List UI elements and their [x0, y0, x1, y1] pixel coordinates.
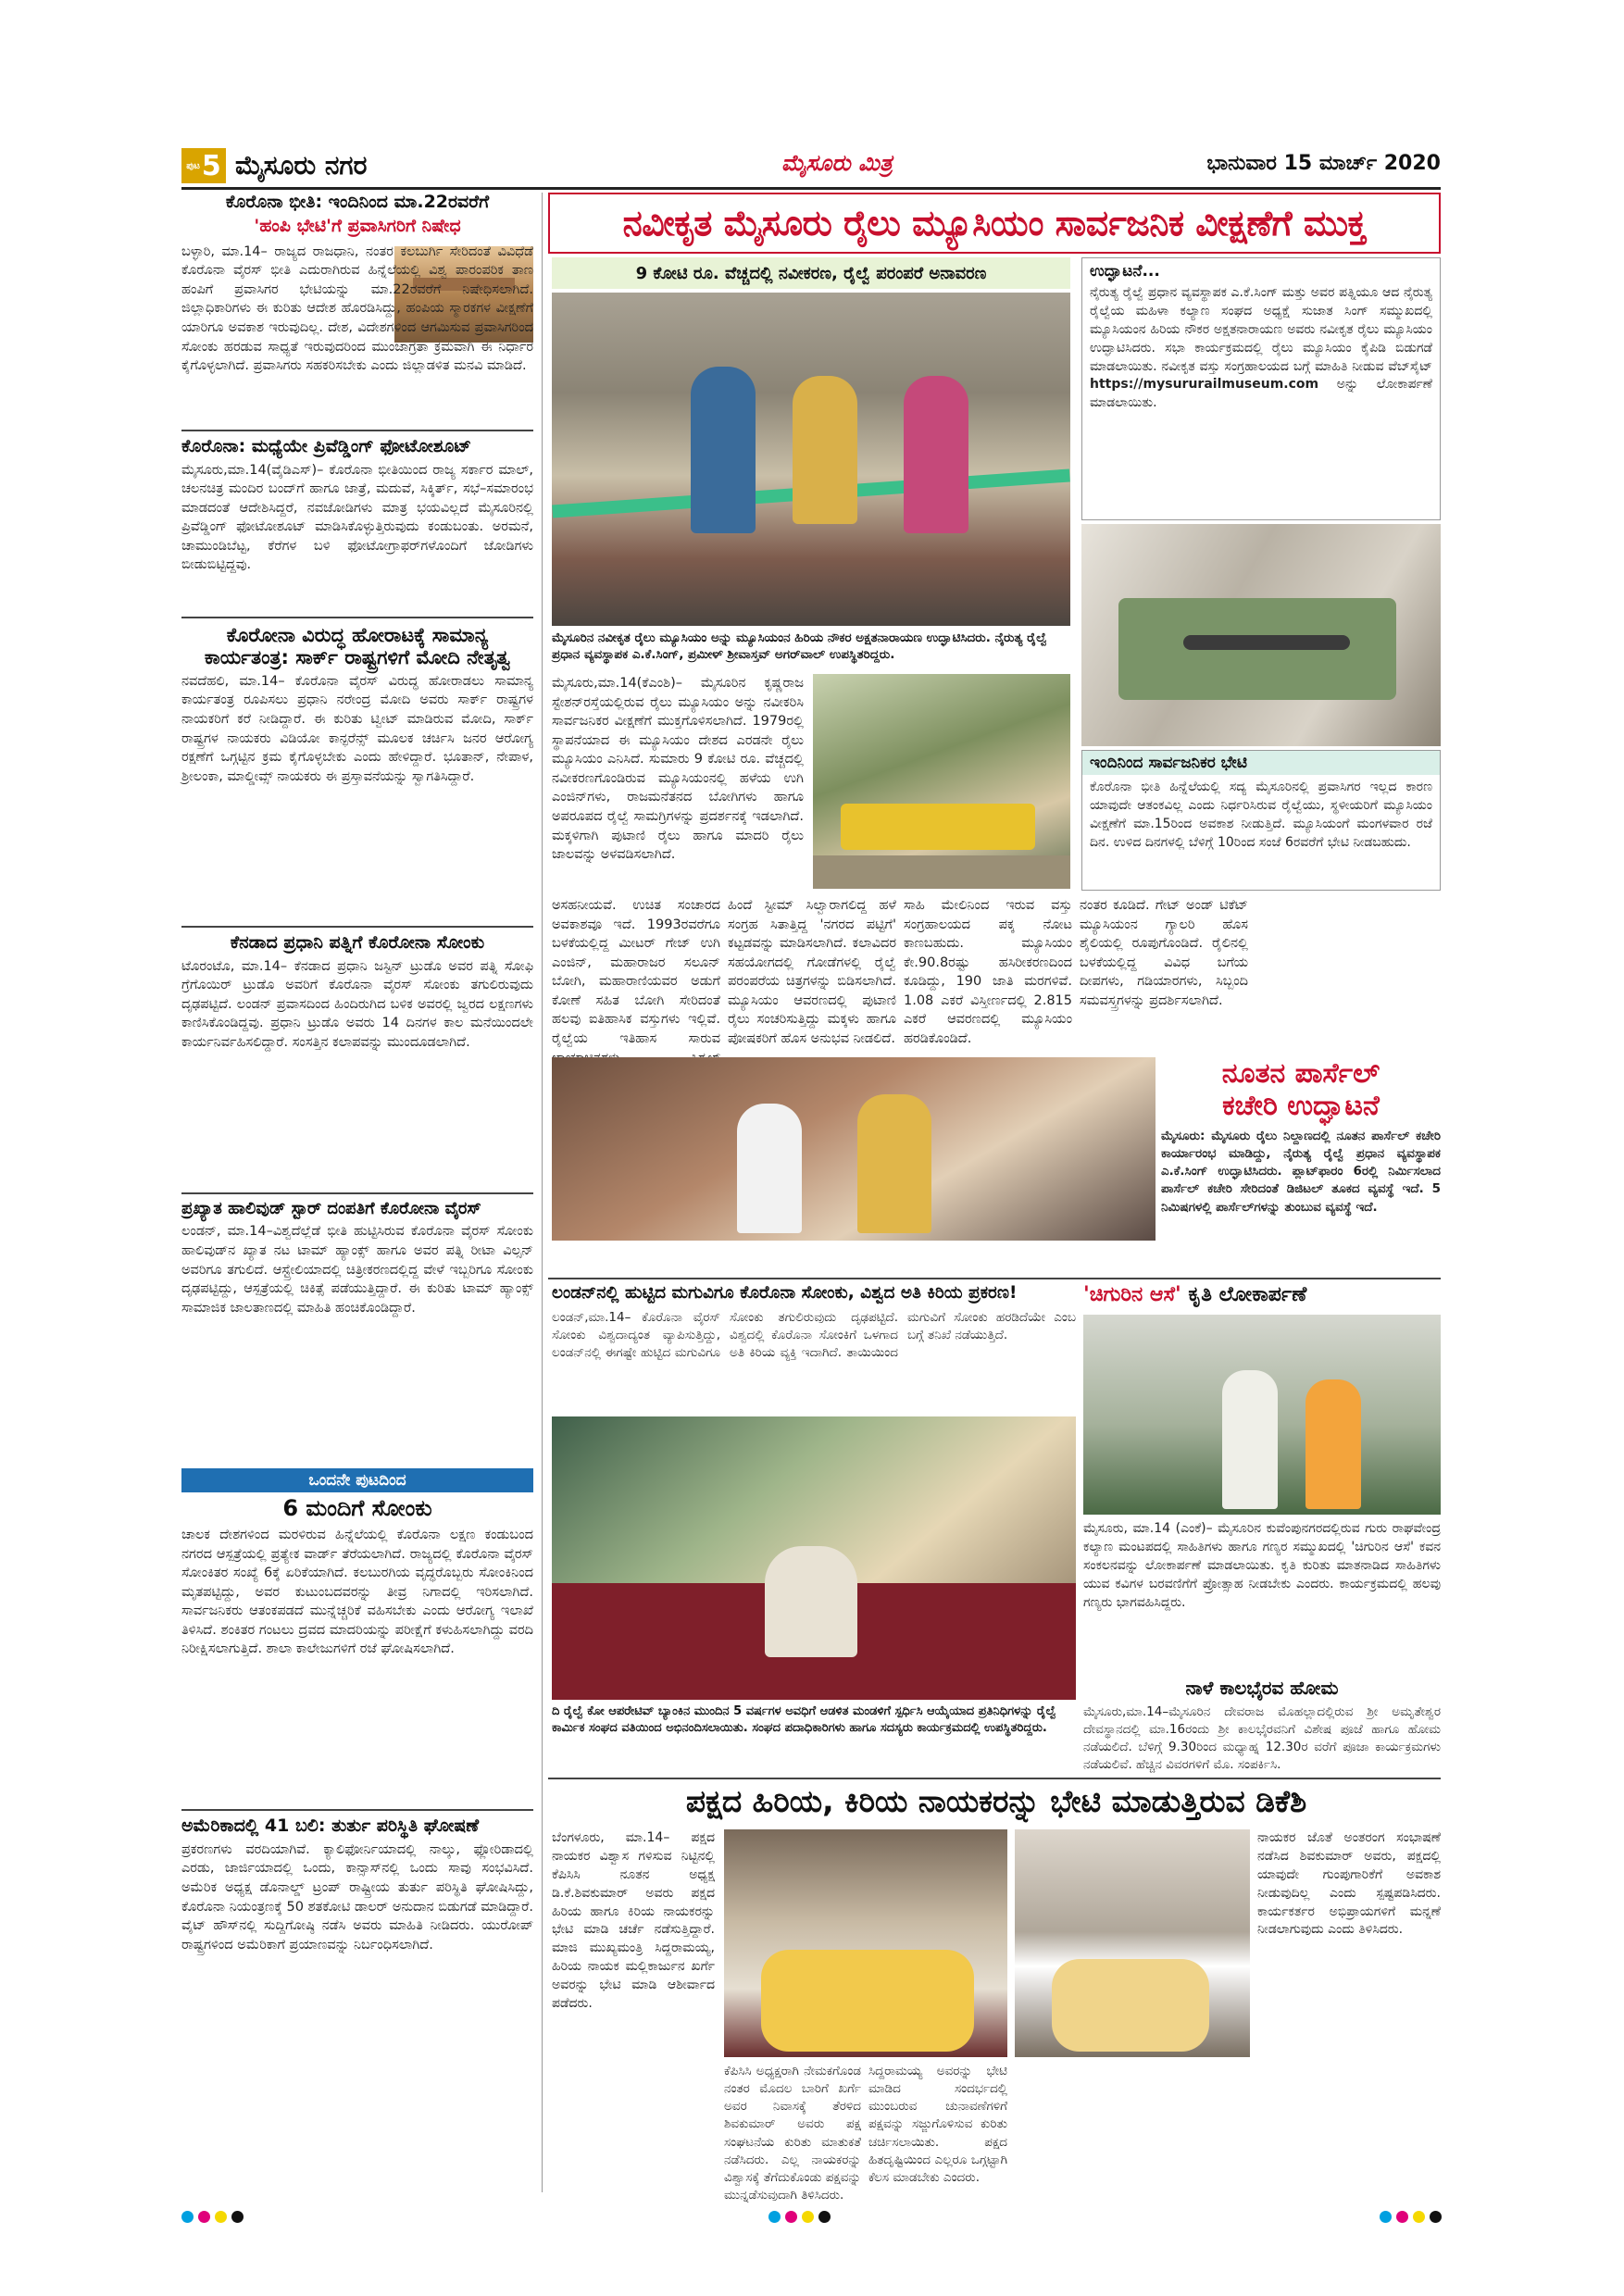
bank-group-caption: ದಿ ರೈಲ್ವೆ ಕೋ ಆಪರೇಟಿವ್ ಬ್ಯಾಂಕಿನ ಮುಂದಿನ 5 ವರ್ಷಗಳ ಅವಧಿಗೆ ಆಡಳಿತ ಮಂಡಳಿಗೆ ಸ್ಪರ್ಧಿಸಿ ಆಯ್ಕೆಯಾದ ಪ್ರತಿನಿಧಿಗಳನ್ನು ರೈಲ್ವೆ ಕಾರ್ಮಿಕ ಸಂಘದ ವತಿಯಿಂದ ಅಭಿನಂದಿಸಲಾಯಿತು. ಸಂಘದ ಪದಾಧಿಕಾರಿಗಳು ಹಾಗೂ ಸದಸ್ಯರು ಕಾರ್ಯಕ್ರಮದಲ್ಲಿ ಉಪಸ್ಥಿತರಿದ್ದರು.	[552, 1704, 1056, 1735]
six-infected-body: ಚಾಲಕ ದೇಶಗಳಿಂದ ಮರಳಿರುವ ಹಿನ್ನೆಲೆಯಲ್ಲಿ ಕೊರೊನಾ ಲಕ್ಷಣ ಕಂಡುಬಂದ ನಗರದ ಆಸ್ಪತ್ರೆಯಲ್ಲಿ ಪ್ರತ್ಯೇಕ ವಾರ್ಡ್ ತೆರೆಯಲಾಗಿದೆ. ರಾಜ್ಯದಲ್ಲಿ ಕೊರೊನಾ ವೈರಸ್ ಸೋಂಕಿತರ ಸಂಖ್ಯೆ 6ಕ್ಕೆ ಏರಿಕೆಯಾಗಿದೆ. ಕಲಬುರಗಿಯ ವೃದ್ಧರೊಬ್ಬರು ಸೋಂಕಿನಿಂದ ಮೃತಪಟ್ಟಿದ್ದು, ಅವರ ಕುಟುಂಬದವರನ್ನು ತೀವ್ರ ನಿಗಾದಲ್ಲಿ ಇರಿಸಲಾಗಿದೆ. ಸಾರ್ವಜನಿಕರು ಆತಂಕಪಡದೆ ಮುನ್ನೆಚ್ಚರಿಕೆ ವಹಿಸಬೇಕು ಎಂದು ಆರೋಗ್ಯ ಇಲಾಖೆ ತಿಳಿಸಿದೆ. ಶಂಕಿತರ ಗಂಟಲು ದ್ರವದ ಮಾದರಿಯನ್ನು ಪರೀಕ್ಷೆಗೆ ಕಳುಹಿಸಲಾಗಿದ್ದು ವರದಿ ನಿರೀಕ್ಷಿಸಲಾಗುತ್ತಿದೆ. ಶಾಲಾ ಕಾಲೇಜುಗಳಿಗೆ ರಜೆ ಘೋಷಿಸಲಾಗಿದೆ.	[181, 1527, 533, 1657]
inauguration-text-end: ಅನ್ನು ಲೋಕಾರ್ಪಣೆ ಮಾಡಲಾಯಿತು.	[1090, 377, 1432, 411]
homa-headline: ನಾಳೆ ಕಾಲಭೈರವ ಹೋಮ	[1185, 1677, 1339, 1699]
lead-headline-frame	[548, 193, 1441, 254]
hampi-title: ಕೊರೊನಾ ಭೀತಿ: ಇಂದಿನಿಂದ ಮಾ.22ರವರೆಗೆ	[225, 192, 490, 212]
saarc-title-line2: ಕಾರ್ಯತಂತ್ರ: ಸಾರ್ಕ್ ರಾಷ್ಟ್ರಗಳಿಗೆ ಮೋದಿ ನೇತೃತ್ವ	[204, 645, 511, 668]
section-rule	[548, 1278, 1441, 1279]
registration-dot-yellow	[802, 2211, 814, 2223]
public-visit-title: ಇಂದಿನಿಂದ ಸಾರ್ವಜನಿಕರ ಭೇಟಿ	[1082, 751, 1440, 775]
left-column	[181, 193, 533, 2192]
registration-dot-yellow	[215, 2211, 227, 2223]
model-railway-photo	[1081, 524, 1441, 746]
wedding-title: ಕೊರೊನಾ: ಮಧ್ಯೆಯೇ ಪ್ರಿವೆಡ್ಡಿಂಗ್ ಫೋಟೋಶೂಟ್	[181, 435, 471, 456]
book-release-photo	[1083, 1315, 1441, 1515]
lead-headline: ನವೀಕೃತ ಮೈಸೂರು ರೈಲು ಮ್ಯೂಸಿಯಂ ಸಾರ್ವಜನಿಕ ವೀಕ್ಷಣೆಗೆ ಮುಕ್ತ	[622, 202, 1367, 243]
canada-body: ಟೊರಂಟೊ, ಮಾ.14– ಕೆನಡಾದ ಪ್ರಧಾನಿ ಜಸ್ಟಿನ್ ಟ್ರುಡೊ ಅವರ ಪತ್ನಿ ಸೋಫಿ ಗ್ರೆಗೊಯಿರ್ ಟ್ರುಡೊ ಅವರಿಗೆ ಕೊರೊನಾ ವೈರಸ್ ಸೋಂಕು ತಗುಲಿರುವುದು ದೃಢಪಟ್ಟಿದೆ. ಲಂಡನ್ ಪ್ರವಾಸದಿಂದ ಹಿಂದಿರುಗಿದ ಬಳಿಕ ಅವರಲ್ಲಿ ಜ್ವರದ ಲಕ್ಷಣಗಳು ಕಾಣಿಸಿಕೊಂಡಿದ್ದವು. ಪ್ರಧಾನಿ ಟ್ರುಡೊ ಅವರು 14 ದಿನಗಳ ಕಾಲ ಮನೆಯಿಂದಲೇ ಕಾರ್ಯನಿರ್ವಹಿಸಲಿದ್ದಾರೆ. ಸಂಸತ್ತಿನ ಕಲಾಪವನ್ನು ಮುಂದೂಡಲಾಗಿದೆ.	[181, 958, 533, 1050]
column-rule	[542, 193, 543, 2192]
registration-dot-magenta	[785, 2211, 797, 2223]
homa-body: ಮೈಸೂರು,ಮಾ.14–ಮೈಸೂರಿನ ದೇವರಾಜ ಮೊಹಲ್ಲಾದಲ್ಲಿರುವ ಶ್ರೀ ಅಮೃತೇಶ್ವರ ದೇವಸ್ಥಾನದಲ್ಲಿ ಮಾ.16ರಂದು ಶ್ರೀ ಕಾಲಭೈರವನಿಗೆ ವಿಶೇಷ ಪೂಜೆ ಹಾಗೂ ಹೋಮ ನಡೆಯಲಿದೆ. ಬೆಳಿಗ್ಗೆ 9.30ರಿಂದ ಮಧ್ಯಾಹ್ನ 12.30ರ ವರೆಗೆ ಪೂಜಾ ಕಾರ್ಯಕ್ರಮಗಳು ನಡೆಯಲಿವೆ. ಹೆಚ್ಚಿನ ವಿವರಗಳಿಗೆ ಮೊ. ಸಂಪರ್ಕಿಸಿ.	[1083, 1704, 1441, 1773]
inauguration-box	[1081, 257, 1441, 520]
hollywood-title: ಪ್ರಖ್ಯಾತ ಹಾಲಿವುಡ್ ಸ್ಟಾರ್ ದಂಪತಿಗೆ ಕೊರೋನಾ ವೈರಸ್	[181, 1198, 481, 1218]
lead-body-1: ಮೈಸೂರು,ಮಾ.14(ಕೆಎಂಶಿ)– ಮೈಸೂರಿನ ಕೃಷ್ಣರಾಜ ಸ್ಟೇಶನ್‌ರಸ್ತೆಯಲ್ಲಿರುವ ರೈಲು ಮ್ಯೂಸಿಯಂ ಅನ್ನು ನವೀಕರಿಸಿ ಸಾರ್ವಜನಿಕರ ವೀಕ್ಷಣೆಗೆ ಮುಕ್ತಗೊಳಿಸಲಾಗಿದೆ. 1979ರಲ್ಲಿ ಸ್ಥಾಪನೆಯಾದ ಈ ಮ್ಯೂಸಿಯಂ ದೇಶದ ಎರಡನೇ ರೈಲು ಮ್ಯೂಸಿಯಂ ಎನಿಸಿದೆ. ಸುಮಾರು 9 ಕೋಟಿ ರೂ. ವೆಚ್ಚದಲ್ಲಿ ನವೀಕರಣಗೊಂಡಿರುವ ಮ್ಯೂಸಿಯಂನಲ್ಲಿ ಹಳೆಯ ಉಗಿ ಎಂಜಿನ್‌ಗಳು, ರಾಜಮನೆತನದ ಬೋಗಿಗಳು ಹಾಗೂ ಅಪರೂಪದ ರೈಲ್ವೆ ಸಾಮಗ್ರಿಗಳನ್ನು ಪ್ರದರ್ಶನಕ್ಕೆ ಇಡಲಾಗಿದೆ. ಮಕ್ಕಳಿಗಾಗಿ ಪುಟಾಣಿ ರೈಲು ಹಾಗೂ ಮಾದರಿ ರೈಲು ಜಾಲವನ್ನು ಅಳವಡಿಸಲಾಗಿದೆ.	[552, 676, 804, 863]
edition-date: ಭಾನುವಾರ 15 ಮಾರ್ಚ್ 2020	[1206, 152, 1441, 175]
dks-body-2: ಕೆಪಿಸಿಸಿ ಅಧ್ಯಕ್ಷರಾಗಿ ನೇಮಕಗೊಂಡ ನಂತರ ಮೊದಲ ಬಾರಿಗೆ ಖರ್ಗೆ ಅವರ ನಿವಾಸಕ್ಕೆ ತೆರಳಿದ ಶಿವಕುಮಾರ್ ಅವರು ಪಕ್ಷ ಸಂಘಟನೆಯ ಕುರಿತು ಮಾತುಕತೆ ನಡೆಸಿದರು. ಎಲ್ಲ ನಾಯಕರನ್ನು ವಿಶ್ವಾಸಕ್ಕೆ ತೆಗೆದುಕೊಂಡು ಪಕ್ಷವನ್ನು ಮುನ್ನಡೆಸುವುದಾಗಿ ತಿಳಿಸಿದರು.	[724, 2064, 861, 2203]
dks-body-4: ನಾಯಕರ ಜೊತೆ ಅಂತರಂಗ ಸಂಭಾಷಣೆ ನಡೆಸಿದ ಶಿವಕುಮಾರ್ ಅವರು, ಪಕ್ಷದಲ್ಲಿ ಯಾವುದೇ ಗುಂಪುಗಾರಿಕೆಗೆ ಅವಕಾಶ ನೀಡುವುದಿಲ್ಲ ಎಂದು ಸ್ಪಷ್ಟಪಡಿಸಿದರು. ಕಾರ್ಯಕರ್ತರ ಅಭಿಪ್ರಾಯಗಳಿಗೆ ಮನ್ನಣೆ ನೀಡಲಾಗುವುದು ಎಂದು ತಿಳಿಸಿದರು.	[1257, 1830, 1441, 1938]
continued-banner: ಒಂದನೇ ಪುಟದಿಂದ	[181, 1468, 533, 1492]
dks-body-3: ಸಿದ್ದರಾಮಯ್ಯ ಅವರನ್ನು ಭೇಟಿ ಮಾಡಿದ ಸಂದರ್ಭದಲ್ಲಿ ಮುಂಬರುವ ಚುನಾವಣೆಗಳಿಗೆ ಪಕ್ಷವನ್ನು ಸಜ್ಜುಗೊಳಿಸುವ ಕುರಿತು ಚರ್ಚಿಸಲಾಯಿತು. ಪಕ್ಷದ ಹಿತದೃಷ್ಟಿಯಿಂದ ಎಲ್ಲರೂ ಒಗ್ಗಟ್ಟಾಗಿ ಕೆಲಸ ಮಾಡಬೇಕು ಎಂದರು.	[868, 2064, 1007, 2185]
inauguration-title: ಉದ್ಘಾಟನೆ...	[1090, 262, 1160, 281]
registration-dot-cyan	[1380, 2211, 1392, 2223]
section-rule-2	[548, 1778, 1441, 1779]
book-headline-rest: ಕೃತಿ ಲೋಕಾರ್ಪಣೆ	[1188, 1283, 1307, 1306]
inauguration-body	[1090, 284, 1432, 514]
book-title: 'ಚಿಗುರಿನ ಆಸೆ'	[1083, 1283, 1181, 1306]
saarc-title-line1: ಕೊರೋನಾ ವಿರುದ್ಧ ಹೋರಾಟಕ್ಕೆ ಸಾಮಾನ್ಯ	[226, 623, 489, 646]
lead-ribbon-photo	[552, 293, 1070, 626]
london-headline: ಲಂಡನ್‌ನಲ್ಲಿ ಹುಟ್ಟಿದ ಮಗುವಿಗೂ ಕೊರೊನಾ ಸೋಂಕು, ವಿಶ್ವದ ಅತಿ ಕಿರಿಯ ಪ್ರಕರಣ!	[552, 1283, 1018, 1303]
public-visit-box	[1081, 750, 1441, 891]
parcel-headline-line2: ಕಚೇರಿ ಉದ್ಘಾಟನೆ	[1222, 1090, 1380, 1122]
registration-dot-magenta	[198, 2211, 210, 2223]
hampi-subtitle: 'ಹಂಪಿ ಭೇಟಿ'ಗೆ ಪ್ರವಾಸಿಗರಿಗೆ ನಿಷೇಧ	[254, 215, 461, 236]
lead-subhead: 9 ಕೋಟಿ ರೂ. ವೆಚ್ಚದಲ್ಲಿ ನವೀಕರಣ, ರೈಲ್ವೆ ಪರಂಪರೆ ಅನಾವರಣ	[552, 257, 1070, 289]
canada-title: ಕೆನಡಾದ ಪ್ರಧಾನಿ ಪತ್ನಿಗೆ ಕೊರೋನಾ ಸೋಂಕು	[230, 931, 485, 953]
hampi-body: ಬಳ್ಳಾರಿ, ಮಾ.14– ರಾಜ್ಯದ ರಾಜಧಾನಿ, ನಂತರ ಕಲಬುರ್ಗಿ ಸೇರಿದಂತೆ ವಿವಿಧೆಡೆ ಕೊರೊನಾ ವೈರಸ್ ಭೀತಿ ಎದುರಾಗಿರುವ ಹಿನ್ನೆಲೆಯಲ್ಲಿ ವಿಶ್ವ ಪಾರಂಪರಿಕ ತಾಣ ಹಂಪಿಗೆ ಪ್ರವಾಸಿಗರ ಭೇಟಿಯನ್ನು ಮಾ.22ರವರೆಗೆ ನಿಷೇಧಿಸಲಾಗಿದೆ. ಜಿಲ್ಲಾಧಿಕಾರಿಗಳು ಈ ಕುರಿತು ಆದೇಶ ಹೊರಡಿಸಿದ್ದು, ಹಂಪಿಯ ಸ್ಮಾರಕಗಳ ವೀಕ್ಷಣೆಗೆ ಯಾರಿಗೂ ಅವಕಾಶ ಇರುವುದಿಲ್ಲ. ದೇಶ, ವಿದೇಶಗಳಿಂದ ಆಗಮಿಸುವ ಪ್ರವಾಸಿಗರಿಂದ ಸೋಂಕು ಹರಡುವ ಸಾಧ್ಯತೆ ಇರುವುದರಿಂದ ಮುಂಜಾಗ್ರತಾ ಕ್ರಮವಾಗಿ ಈ ನಿರ್ಧಾರ ಕೈಗೊಳ್ಳಲಾಗಿದೆ. ಪ್ರವಾಸಿಗರು ಸಹಕರಿಸಬೇಕು ಎಂದು ಜಿಲ್ಲಾಡಳಿತ ಮನವಿ ಮಾಡಿದೆ.	[181, 243, 533, 374]
siddaramaiah-meeting-photo	[1015, 1829, 1250, 2057]
registration-dot-yellow	[1413, 2211, 1425, 2223]
museum-website-link[interactable]: https://mysururailmuseum.com	[1090, 377, 1319, 393]
page-number-badge	[181, 148, 226, 183]
lead-body-3: ಹಿಂದೆ ಸ್ಟೀಮ್ ಸಿಲ್ವಾರಾಗಲಿದ್ದ ಹಳೆ ಸಂಗ್ರಹ ಸಿತಾತ್ತಿದ್ದ 'ನಗರದ ಪಟ್ಟಿಗೆ' ಕಟ್ಟಡವನ್ನು ಮಾಡಿಸಲಾಗಿದೆ. ಕಲಾವಿದರ ಸಹಯೋಗದಲ್ಲಿ ಗೋಡೆಗಳಲ್ಲಿ ರೈಲ್ವೆ ಪರಂಪರೆಯ ಚಿತ್ರಗಳನ್ನು ಬಿಡಿಸಲಾಗಿದೆ. ಮ್ಯೂಸಿಯಂ ಆವರಣದಲ್ಲಿ ಪುಟಾಣಿ ರೈಲು ಸಂಚರಿಸುತ್ತಿದ್ದು ಮಕ್ಕಳು ಹಾಗೂ ಪೋಷಕರಿಗೆ ಹೊಸ ಅನುಭವ ನೀಡಲಿದೆ.	[728, 898, 896, 1047]
toy-train-photo	[813, 674, 1070, 889]
us-emergency-body: ಪ್ರಕರಣಗಳು ವರದಿಯಾಗಿವೆ. ಕ್ಯಾಲಿಫೋರ್ನಿಯಾದಲ್ಲಿ ನಾಲ್ಕು, ಫ್ಲೋರಿಡಾದಲ್ಲಿ ಎರಡು, ಜಾರ್ಜಿಯಾದಲ್ಲಿ ಒಂದು, ಕಾನ್ಸಾಸ್‌ನಲ್ಲಿ ಒಂದು ಸಾವು ಸಂಭವಿಸಿದೆ. ಅಮೆರಿಕ ಅಧ್ಯಕ್ಷ ಡೊನಾಲ್ಡ್ ಟ್ರಂಪ್ ರಾಷ್ಟ್ರೀಯ ತುರ್ತು ಪರಿಸ್ಥಿತಿ ಘೋಷಿಸಿದ್ದು, ಕೊರೊನಾ ನಿಯಂತ್ರಣಕ್ಕೆ 50 ಶತಕೋಟಿ ಡಾಲರ್ ಅನುದಾನ ಬಿಡುಗಡೆ ಮಾಡಿದ್ದಾರೆ. ವೈಟ್ ಹೌಸ್‌ನಲ್ಲಿ ಸುದ್ದಿಗೋಷ್ಠಿ ನಡೆಸಿ ಅವರು ಮಾಹಿತಿ ನೀಡಿದರು. ಯುರೋಪ್ ರಾಷ್ಟ್ರಗಳಿಂದ ಅಮೆರಿಕಾಗೆ ಪ್ರಯಾಣವನ್ನು ನಿರ್ಬಂಧಿಸಲಾಗಿದೆ.	[181, 1841, 533, 1953]
registration-dot-cyan	[768, 2211, 781, 2223]
parcel-office-photo	[552, 1057, 1156, 1241]
registration-dot-black	[231, 2211, 244, 2223]
lead-body-5: ನಂತರ ಕೂಡಿದೆ. ಗೇಟ್ ಅಂಡ್ ಟಿಕೆಟ್ ಮ್ಯೂಸಿಯಂನ ಗ್ಯಾಲರಿ ಹೊಸ ಶೈಲಿಯಲ್ಲಿ ರೂಪುಗೊಂಡಿದೆ. ರೈಲಿನಲ್ಲಿ ಬಳಕೆಯಲ್ಲಿದ್ದ ವಿವಿಧ ಬಗೆಯ ದೀಪಗಳು, ಗಡಿಯಾರಗಳು, ಸಿಬ್ಬಂದಿ ಸಮವಸ್ತ್ರಗಳನ್ನು ಪ್ರದರ್ಶಿಸಲಾಗಿದೆ.	[1080, 898, 1248, 1008]
dks-body-1: ಬೆಂಗಳೂರು, ಮಾ.14– ಪಕ್ಷದ ನಾಯಕರ ವಿಶ್ವಾಸ ಗಳಿಸುವ ನಿಟ್ಟಿನಲ್ಲಿ ಕೆಪಿಸಿಸಿ ನೂತನ ಅಧ್ಯಕ್ಷ ಡಿ.ಕೆ.ಶಿವಕುಮಾರ್ ಅವರು ಪಕ್ಷದ ಹಿರಿಯ ಹಾಗೂ ಕಿರಿಯ ನಾಯಕರನ್ನು ಭೇಟಿ ಮಾಡಿ ಚರ್ಚೆ ನಡೆಸುತ್ತಿದ್ದಾರೆ. ಮಾಜಿ ಮುಖ್ಯಮಂತ್ರಿ ಸಿದ್ದರಾಮಯ್ಯ, ಹಿರಿಯ ನಾಯಕ ಮಲ್ಲಿಕಾರ್ಜುನ ಖರ್ಗೆ ಅವರನ್ನು ಭೇಟಿ ಮಾಡಿ ಆಶೀರ್ವಾದ ಪಡೆದರು.	[552, 1830, 715, 2011]
saarc-body: ನವದೆಹಲಿ, ಮಾ.14– ಕೊರೊನಾ ವೈರಸ್ ವಿರುದ್ಧ ಹೋರಾಡಲು ಸಾಮಾನ್ಯ ಕಾರ್ಯತಂತ್ರ ರೂಪಿಸಲು ಪ್ರಧಾನಿ ನರೇಂದ್ರ ಮೋದಿ ಅವರು ಸಾರ್ಕ್ ರಾಷ್ಟ್ರಗಳ ನಾಯಕರಿಗೆ ಕರೆ ನೀಡಿದ್ದಾರೆ. ಈ ಕುರಿತು ಟ್ವೀಟ್ ಮಾಡಿರುವ ಮೋದಿ, ಸಾರ್ಕ್ ರಾಷ್ಟ್ರಗಳ ನಾಯಕರು ವಿಡಿಯೋ ಕಾನ್ಫರೆನ್ಸ್ ಮೂಲಕ ಚರ್ಚಿಸಿ ಜನರ ಆರೋಗ್ಯ ರಕ್ಷಣೆಗೆ ಒಗ್ಗಟ್ಟಿನ ಕ್ರಮ ಕೈಗೊಳ್ಳಬೇಕು ಎಂದು ಹೇಳಿದ್ದಾರೆ. ಭೂತಾನ್, ನೇಪಾಳ, ಶ್ರೀಲಂಕಾ, ಮಾಲ್ಡೀವ್ಸ್ ನಾಯಕರು ಈ ಪ್ರಸ್ತಾವನೆಯನ್ನು ಸ್ವಾಗತಿಸಿದ್ದಾರೆ.	[181, 673, 533, 784]
wedding-body: ಮೈಸೂರು,ಮಾ.14(ವೈಡಿಎಸ್)– ಕೊರೊನಾ ಭೀತಿಯಿಂದ ರಾಜ್ಯ ಸರ್ಕಾರ ಮಾಲ್, ಚಲನಚಿತ್ರ ಮಂದಿರ ಬಂದ್‌ಗೆ ಹಾಗೂ ಜಾತ್ರೆ, ಮದುವೆ, ಸಿಕ್ಕಿರ್ತ್‌, ಸಭೆ–ಸಮಾರಂಭ ಮಾಡದಂತೆ ಆದೇಶಿಸಿದ್ದರೆ, ನವಜೋಡಿಗಳು ಮಾತ್ರ ಭಯವಿಲ್ಲದೆ ಮೈಸೂರಿನಲ್ಲಿ ಪ್ರಿವೆಡ್ಡಿಂಗ್ ಫೋಟೋಶೂಟ್ ಮಾಡಿಸಿಕೊಳ್ಳುತ್ತಿರುವುದು ಕಂಡುಬಂತು. ಅರಮನೆ, ಚಾಮುಂಡಿಬೆಟ್ಟ, ಕೆರೆಗಳ ಬಳಿ ಫೋಟೋಗ್ರಾಫರ್‌ಗಳೊಂದಿಗೆ ಜೋಡಿಗಳು ಬೀಡುಬಿಟ್ಟಿದ್ದವು.	[181, 462, 533, 573]
masthead	[181, 146, 1441, 185]
hollywood-body: ಲಂಡನ್, ಮಾ.14–ವಿಶ್ವದೆಲ್ಲೆಡೆ ಭೀತಿ ಹುಟ್ಟಿಸಿರುವ ಕೊರೊನಾ ವೈರಸ್ ಸೋಂಕು ಹಾಲಿವುಡ್‌ನ ಖ್ಯಾತ ನಟ ಟಾಮ್ ಹ್ಯಾಂಕ್ಸ್ ಹಾಗೂ ಅವರ ಪತ್ನಿ ರೀಟಾ ವಿಲ್ಸನ್ ಅವರಿಗೂ ತಗುಲಿದೆ. ಆಸ್ಟ್ರೇಲಿಯಾದಲ್ಲಿ ಚಿತ್ರೀಕರಣದಲ್ಲಿದ್ದ ವೇಳೆ ಇಬ್ಬರಿಗೂ ಸೋಂಕು ದೃಢಪಟ್ಟಿದ್ದು, ಆಸ್ಪತ್ರೆಯಲ್ಲಿ ಚಿಕಿತ್ಸೆ ಪಡೆಯುತ್ತಿದ್ದಾರೆ. ಈ ಕುರಿತು ಟಾಮ್ ಹ್ಯಾಂಕ್ಸ್ ಸಾಮಾಜಿಕ ಜಾಲತಾಣದಲ್ಲಿ ಮಾಹಿತಿ ಹಂಚಿಕೊಂಡಿದ್ದಾರೆ.	[181, 1224, 533, 1316]
dks-body-3b	[1015, 2063, 1250, 2192]
parcel-block	[1161, 1057, 1441, 1274]
kharge-meeting-photo	[724, 1829, 1007, 2057]
book-body: ಮೈಸೂರು, ಮಾ.14 (ಎಂಕೆ)– ಮೈಸೂರಿನ ಕುವೆಂಪುನಗರದಲ್ಲಿರುವ ಗುರು ರಾಘವೇಂದ್ರ ಕಲ್ಯಾಣ ಮಂಟಪದಲ್ಲಿ ಸಾಹಿತಿಗಳು ಹಾಗೂ ಗಣ್ಯರ ಸಮ್ಮುಖದಲ್ಲಿ 'ಚಿಗುರಿನ ಆಸೆ' ಕವನ ಸಂಕಲನವನ್ನು ಲೋಕಾರ್ಪಣೆ ಮಾಡಲಾಯಿತು. ಕೃತಿ ಕುರಿತು ಮಾತನಾಡಿದ ಸಾಹಿತಿಗಳು ಯುವ ಕವಿಗಳ ಬರವಣಿಗೆಗೆ ಪ್ರೋತ್ಸಾಹ ನೀಡಬೇಕು ಎಂದರು. ಕಾರ್ಯಕ್ರಮದಲ್ಲಿ ಹಲವು ಗಣ್ಯರು ಭಾಗವಹಿಸಿದ್ದರು.	[1083, 1521, 1441, 1610]
us-emergency-title: ಅಮೆರಿಕಾದಲ್ಲಿ 41 ಬಲಿ: ತುರ್ತು ಪರಿಸ್ಥಿತಿ ಘೋಷಣೆ	[181, 1815, 480, 1836]
parcel-headline-line1: ನೂತನ ಪಾರ್ಸೆಲ್	[1221, 1057, 1380, 1090]
registration-dot-magenta	[1396, 2211, 1408, 2223]
lead-body-2: ಅಸಹನೀಯವೆ. ಉಚಿತ ಸಂಚಾರದ ಅವಕಾಶವೂ ಇದೆ. 1993ರವರೆಗೂ ಬಳಕೆಯಲ್ಲಿದ್ದ ಮೀಟರ್ ಗೇಜ್ ಉಗಿ ಎಂಜಿನ್, ಮಹಾರಾಜರ ಸಲೂನ್ ಬೋಗಿ, ಮಹಾರಾಣಿಯವರ ಅಡುಗೆ ಕೋಣೆ ಸಹಿತ ಬೋಗಿ ಸೇರಿದಂತೆ ಹಲವು ಐತಿಹಾಸಿಕ ವಸ್ತುಗಳು ಇಲ್ಲಿವೆ. ರೈಲ್ವೆಯ ಇತಿಹಾಸ ಸಾರುವ	[552, 898, 720, 1047]
parcel-body: ಮೈಸೂರು: ಮೈಸೂರು ರೈಲು ನಿಲ್ದಾಣದಲ್ಲಿ ನೂತನ ಪಾರ್ಸೆಲ್ ಕಚೇರಿ ಕಾರ್ಯಾರಂಭ ಮಾಡಿದ್ದು, ನೈರುತ್ಯ ರೈಲ್ವೆ ಪ್ರಧಾನ ವ್ಯವಸ್ಥಾಪಕ ಎ.ಕೆ.ಸಿಂಗ್ ಉದ್ಘಾಟಿಸಿದರು. ಪ್ಲಾಟ್‌ಫಾರಂ 6ರಲ್ಲಿ ನಿರ್ಮಿಸಲಾದ ಪಾರ್ಸೆಲ್ ಕಚೇರಿ ಸೇರಿದಂತೆ ಡಿಜಿಟಲ್ ತೂಕದ ವ್ಯವಸ್ಥೆ ಇದೆ. 5 ನಿಮಿಷಗಳಲ್ಲಿ ಪಾರ್ಸೆಲ್‌ಗಳನ್ನು ತುಂಬುವ ವ್ಯವಸ್ಥೆ ಇದೆ.	[1161, 1129, 1441, 1215]
lead-body-4: ಸಾಹಿ ಮೇಲಿನಿಂದ ಇರುವ ವಸ್ತು ಸಂಗ್ರಹಾಲಯದ ಪಕ್ಕ ನೋಟ ಕಾಣಬಹುದು. ಮ್ಯೂಸಿಯಂ ಕೇ.90.8ರಷ್ಟು ಹಸಿರೀಕರಣದಿಂದ ಕೂಡಿದ್ದು, 190 ಜಾತಿ ಮರಗಳಿವೆ. 1.08 ಎಕರೆ ವಿಸ್ತೀರ್ಣದಲ್ಲಿ 2.815 ಎಕರೆ ಆವರಣದಲ್ಲಿ ಮ್ಯೂಸಿಯಂ ಹರಡಿಕೊಂಡಿದೆ.	[904, 898, 1072, 1047]
page-label: ಪುಟ	[186, 160, 200, 171]
page-number: 5	[201, 149, 221, 182]
book-headline	[1083, 1283, 1441, 1306]
bank-group-photo	[552, 1416, 1076, 1700]
section-name: ಮೈಸೂರು ನಗರ	[235, 150, 368, 181]
dks-headline: ಪಕ್ಷದ ಹಿರಿಯ, ಕಿರಿಯ ನಾಯಕರನ್ನು ಭೇಟಿ ಮಾಡುತ್ತಿರುವ ಡಿಕೆಶಿ	[685, 1783, 1307, 1819]
registration-dot-black	[1430, 2211, 1442, 2223]
lead-body-5b	[1255, 896, 1441, 1044]
public-visit-body: ಕೊರೊನಾ ಭೀತಿ ಹಿನ್ನೆಲೆಯಲ್ಲಿ ಸದ್ಯ ಮೈಸೂರಿನಲ್ಲಿ ಪ್ರವಾಸಿಗರ ಇಲ್ಲದ ಕಾರಣ ಯಾವುದೇ ಆತಂಕವಿಲ್ಲ ಎಂದು ನಿರ್ಧರಿಸಿರುವ ರೈಲ್ವೆಯು, ಸ್ಥಳೀಯರಿಗೆ ಮ್ಯೂಸಿಯಂ ವೀಕ್ಷಣೆಗೆ ಮಾ.15ರಿಂದ ಅವಕಾಶ ನೀಡುತ್ತಿದೆ. ಮ್ಯೂಸಿಯಂಗೆ ಮಂಗಳವಾರ ರಜೆ ದಿನ. ಉಳಿದ ದಿನಗಳಲ್ಲಿ ಬೆಳಿಗ್ಗೆ 10ರಿಂದ ಸಂಜೆ 6ರವರೆಗೆ ಭೇಟಿ ನೀಡಬಹುದು.	[1090, 780, 1432, 850]
registration-dot-black	[818, 2211, 831, 2223]
inauguration-text: ನೈರುತ್ಯ ರೈಲ್ವೆ ಪ್ರಧಾನ ವ್ಯವಸ್ಥಾಪಕ ಎ.ಕೆ.ಸಿಂಗ್ ಮತ್ತು ಅವರ ಪತ್ನಿಯೂ ಆದ ನೈರುತ್ಯ ರೈಲ್ವೆಯ ಮಹಿಳಾ ಕಲ್ಯಾಣ ಸಂಘದ ಅಧ್ಯಕ್ಷೆ ಸುಜಾತ ಸಿಂಗ್ ಸಮ್ಮುಖದಲ್ಲಿ ಮ್ಯೂಸಿಯಂನ ಹಿರಿಯ ನೌಕರ ಅಕ್ಷತನಾರಾಯಣ ಅವರು ನವೀಕೃತ ರೈಲು ಮ್ಯೂಸಿಯಂ ಉದ್ಘಾಟಿಸಿದರು. ಸಭಾ ಕಾರ್ಯಕ್ರಮದಲ್ಲಿ ರೈಲು ಮ್ಯೂಸಿಯಂ ಕೈಪಿಡಿ ಬಿಡುಗಡೆ ಮಾಡಲಾಯಿತು. ನವೀಕೃತ ವಸ್ತು ಸಂಗ್ರಹಾಲಯದ ಬಗ್ಗೆ ಮಾಹಿತಿ ನೀಡುವ ವೆಬ್‌ಸೈಟ್	[1090, 285, 1432, 374]
masthead-rule	[181, 187, 1441, 190]
six-infected-title: 6 ಮಂದಿಗೆ ಸೋಂಕು	[282, 1495, 432, 1522]
lead-photo-caption: ಮೈಸೂರಿನ ನವೀಕೃತ ರೈಲು ಮ್ಯೂಸಿಯಂ ಅನ್ನು ಮ್ಯೂಸಿಯಂನ ಹಿರಿಯ ನೌಕರ ಅಕ್ಷತನಾರಾಯಣ ಉದ್ಘಾಟಿಸಿದರು. ನೈರುತ್ಯ ರೈಲ್ವೆ ಪ್ರಧಾನ ವ್ಯವಸ್ಥಾಪಕ ಎ.ಕೆ.ಸಿಂಗ್, ಪ್ರಮೀಳ್ ಶ್ರೀವಾಸ್ತವ್ ಅಗರ್‌ವಾಲ್ ಉಪಸ್ಥಿತರಿದ್ದರು.	[552, 630, 1047, 663]
registration-dot-cyan	[181, 2211, 194, 2223]
paper-name: ಮೈಸೂರು ಮಿತ್ರ	[781, 150, 893, 176]
london-body: ಲಂಡನ್,ಮಾ.14– ಕೊರೊನಾ ವೈರಸ್ ಸೋಂಕು ವಿಶ್ವದಾದ್ಯಂತ ವ್ಯಾಪಿಸುತ್ತಿದ್ದು, ಲಂಡನ್‌ನಲ್ಲಿ ಈಗಷ್ಟೇ ಹುಟ್ಟಿದ ಮಗುವಿಗೂ ಸೋಂಕು ತಗುಲಿರುವುದು ದೃಢಪಟ್ಟಿದೆ. ವಿಶ್ವದಲ್ಲಿ ಕೊರೊನಾ ಸೋಂಕಿಗೆ ಒಳಗಾದ ಅತಿ ಕಿರಿಯ ವ್ಯಕ್ತಿ ಇದಾಗಿದೆ. ತಾಯಿಯಿಂದ ಮಗುವಿಗೆ ಸೋಂಕು ಹರಡಿದೆಯೇ ಎಂಬ ಬಗ್ಗೆ ತನಿಖೆ ನಡೆಯುತ್ತಿದೆ.	[552, 1310, 1076, 1361]
